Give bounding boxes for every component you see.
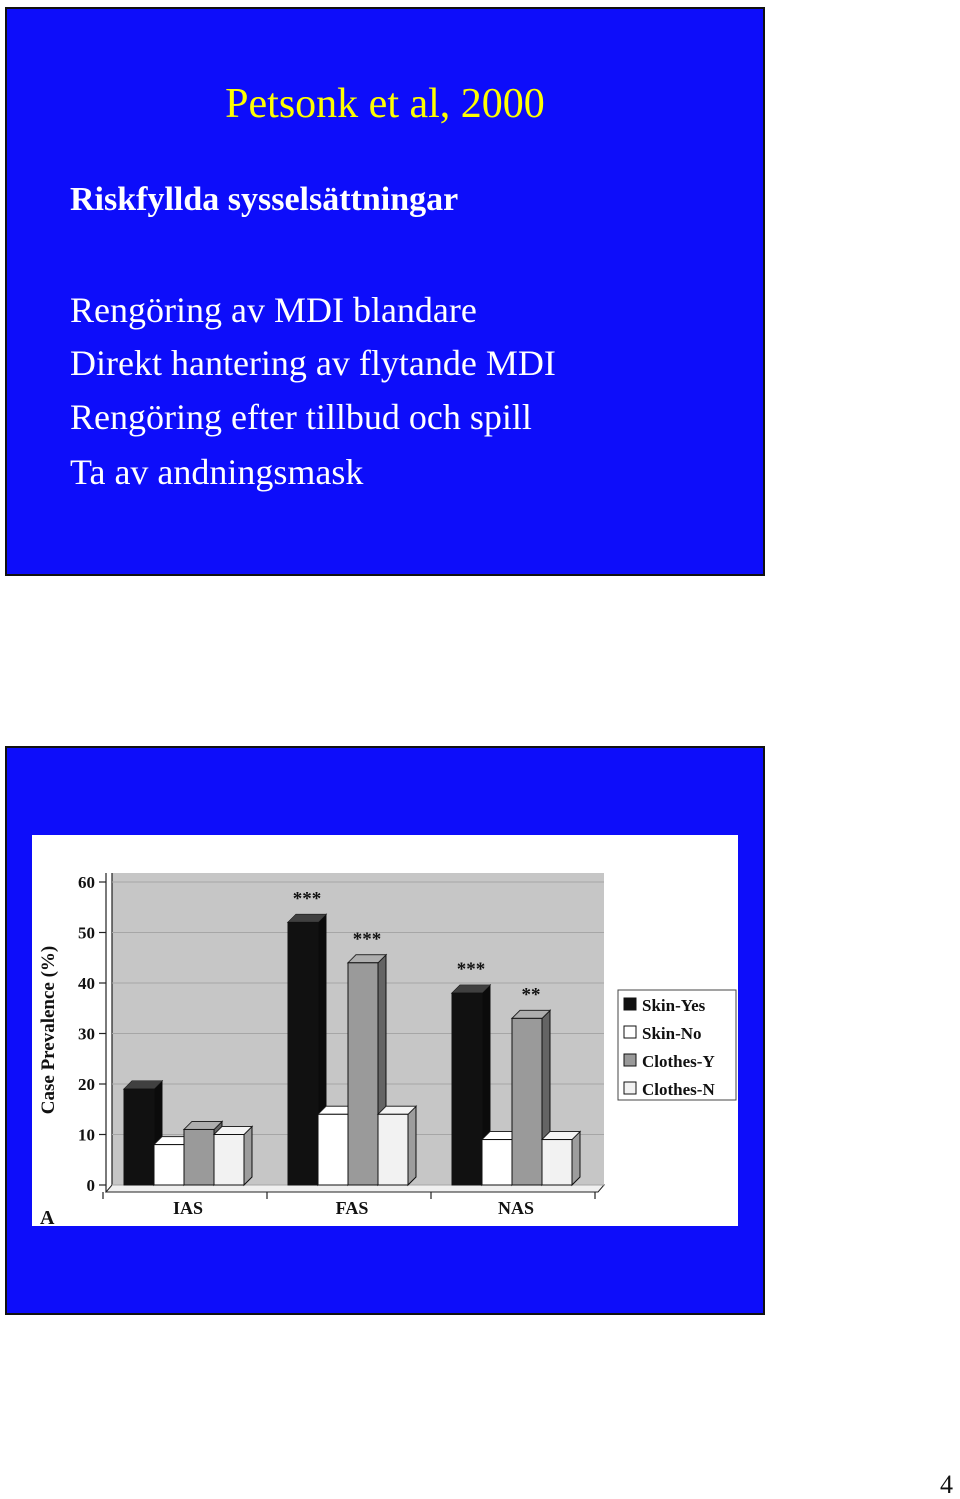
y-axis-title: Case Prevalence (%) <box>38 945 59 1115</box>
legend-label: Clothes-Y <box>642 1052 715 1071</box>
significance-annotation: *** <box>352 928 382 950</box>
bar-front <box>348 963 378 1185</box>
legend-label: Skin-No <box>642 1024 702 1043</box>
y-tick-label: 0 <box>86 1176 95 1195</box>
bar-side-shade <box>244 1127 252 1186</box>
bar-front <box>124 1089 154 1185</box>
slide-item: Direkt hantering av flytande MDI <box>70 343 556 383</box>
bar-front <box>288 922 318 1185</box>
slide-heading: Riskfyllda sysselsättningar <box>70 181 459 218</box>
legend-label: Skin-Yes <box>642 996 706 1015</box>
legend-swatch <box>624 998 636 1010</box>
bar-side-shade <box>572 1132 580 1185</box>
bar-front <box>378 1114 408 1185</box>
slide-2 <box>5 746 765 1315</box>
y-tick-label: 40 <box>78 974 95 993</box>
legend-label: Clothes-N <box>642 1080 715 1099</box>
page-number: 4 <box>940 1470 953 1499</box>
panel-label: A <box>40 1207 55 1226</box>
y-tick-label: 20 <box>78 1075 95 1094</box>
significance-annotation: ** <box>521 984 541 1006</box>
y-tick-label: 50 <box>78 923 95 943</box>
bar-ias-clothes-n <box>214 1127 252 1186</box>
significance-annotation: *** <box>292 888 322 910</box>
x-tick-label: IAS <box>172 1198 204 1218</box>
slide-item: Rengöring efter tillbud och spill <box>70 397 532 437</box>
y-tick-label: 30 <box>78 1024 95 1044</box>
bar-front <box>512 1018 542 1185</box>
y-tick-label: 10 <box>78 1125 95 1145</box>
y-tick-label: 60 <box>78 873 95 892</box>
bar-front <box>214 1135 244 1186</box>
slide-item: Ta av andningsmask <box>70 452 364 492</box>
bar-front <box>184 1129 214 1185</box>
slide-item: Rengöring av MDI blandare <box>70 290 477 330</box>
bar-front <box>482 1140 512 1185</box>
bar-front <box>154 1145 184 1185</box>
bar-front <box>318 1114 348 1185</box>
bar-nas-clothes-n <box>542 1132 580 1185</box>
bar-front <box>542 1140 572 1185</box>
bar-front <box>452 993 482 1185</box>
slide-1 <box>5 7 765 576</box>
chart-floor <box>106 1185 604 1192</box>
legend-swatch <box>624 1026 636 1038</box>
chart-svg <box>32 835 738 1226</box>
significance-annotation: *** <box>456 959 486 981</box>
bar-chart <box>32 835 738 1226</box>
slide-title: Petsonk et al, 2000 <box>225 81 545 127</box>
bar-fas-clothes-n <box>378 1106 416 1185</box>
legend-swatch <box>624 1054 636 1066</box>
bar-side-shade <box>408 1106 416 1185</box>
x-tick-label: FAS <box>335 1198 369 1218</box>
legend-swatch <box>624 1082 636 1094</box>
x-tick-label: NAS <box>497 1198 535 1218</box>
